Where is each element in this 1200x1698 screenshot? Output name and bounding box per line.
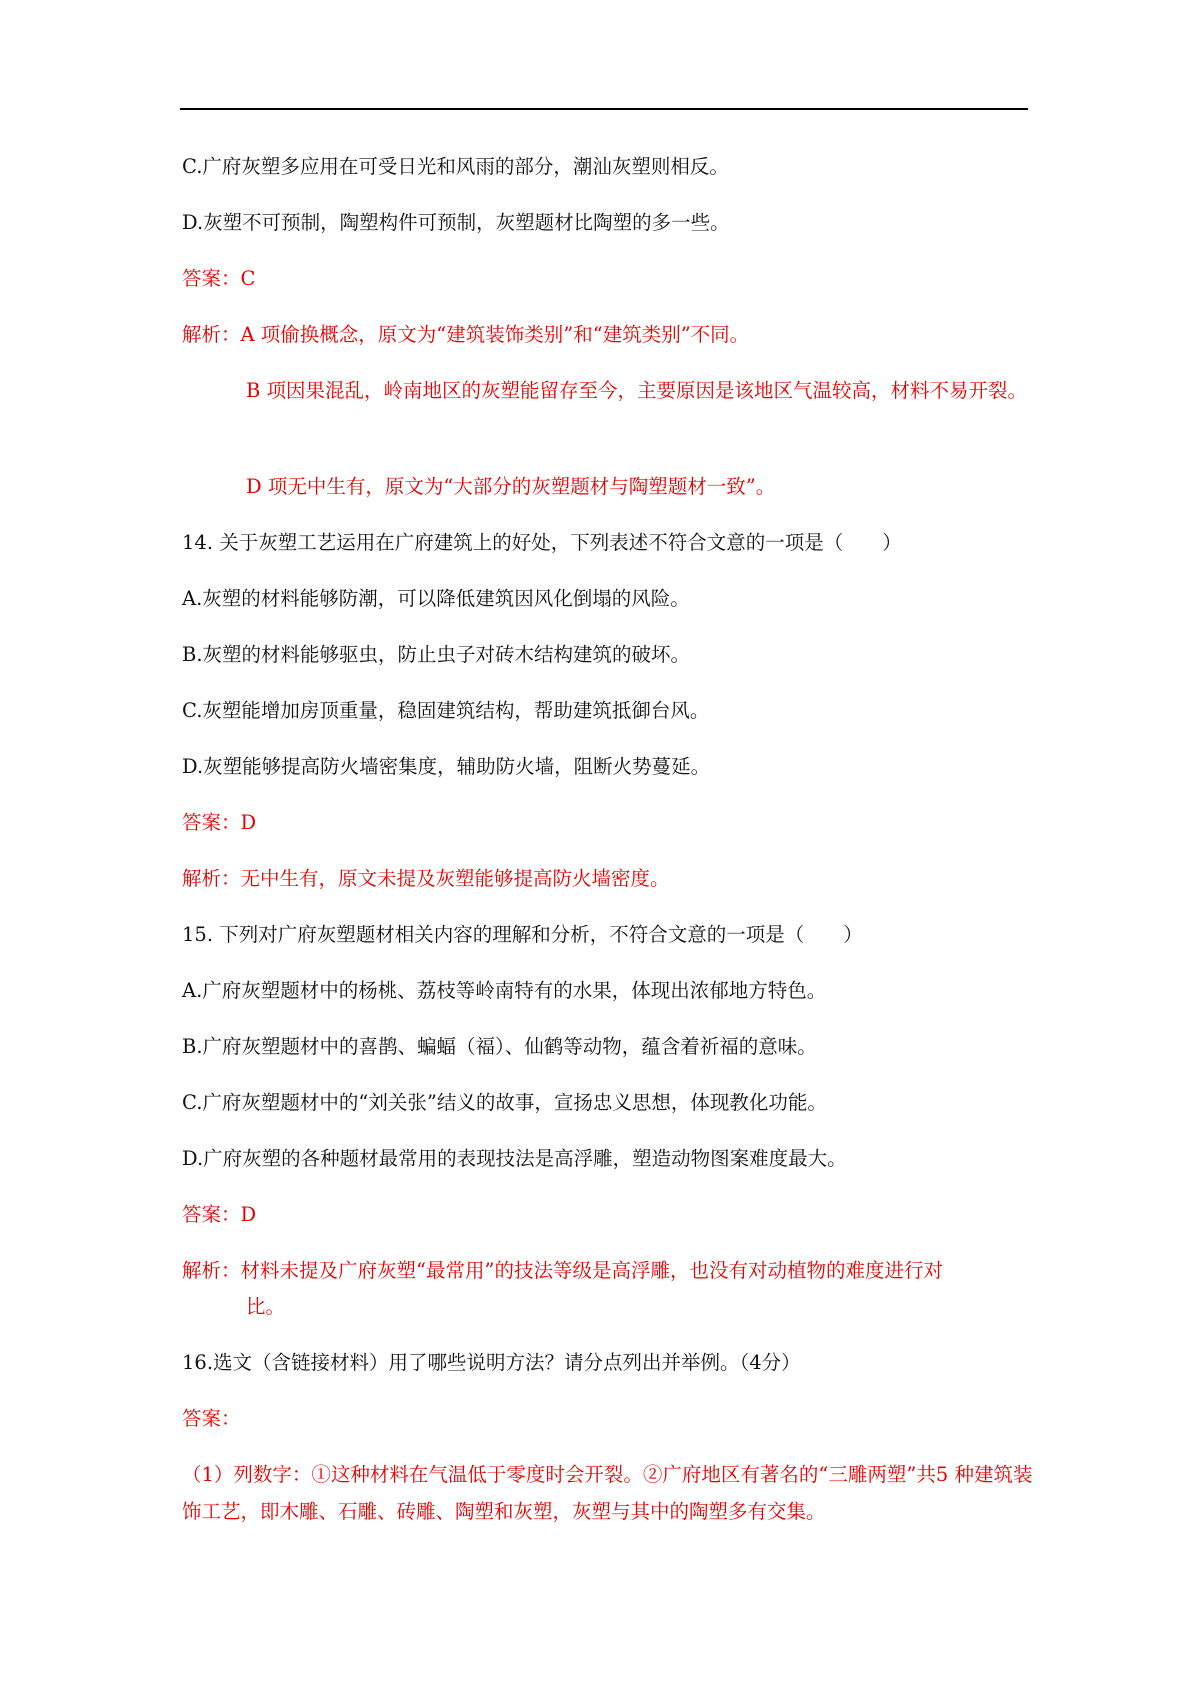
q13-analysis-d: D 项无中生有，原文为“大部分的灰塑题材与陶塑题材一致”。 xyxy=(246,475,776,498)
q15-analysis-line1: 解析：材料未提及广府灰塑“最常用”的技法等级是高浮雕，也没有对动植物的难度进行对 xyxy=(182,1259,943,1282)
q16-question: 16.选文（含链接材料）用了哪些说明方法？请分点列出并举例。（4分） xyxy=(182,1351,801,1374)
q13-option-c: C.广府灰塑多应用在可受日光和风雨的部分，潮汕灰塑则相反。 xyxy=(182,155,729,178)
q15-analysis-line2: 比。 xyxy=(246,1295,286,1318)
q14-option-b: B.灰塑的材料能够驱虫，防止虫子对砖木结构建筑的破坏。 xyxy=(182,643,691,666)
q15-option-c: C.广府灰塑题材中的“刘关张”结义的故事，宣扬忠义思想，体现教化功能。 xyxy=(182,1091,827,1114)
q13-answer: 答案：C xyxy=(182,267,256,290)
q15-answer: 答案：D xyxy=(182,1203,257,1226)
q15-option-a: A.广府灰塑题材中的杨桃、荔枝等岭南特有的水果，体现出浓郁地方特色。 xyxy=(182,979,827,1002)
q14-answer: 答案：D xyxy=(182,811,257,834)
q14-option-d: D.灰塑能够提高防火墙密集度，辅助防火墙，阻断火势蔓延。 xyxy=(182,755,711,778)
q15-question: 15. 下列对广府灰塑题材相关内容的理解和分析，不符合文意的一项是（ ） xyxy=(182,923,863,946)
q14-analysis: 解析：无中生有，原文未提及灰塑能够提高防火墙密度。 xyxy=(182,867,670,890)
q16-answer-label: 答案： xyxy=(182,1407,241,1430)
header-rule xyxy=(180,108,1028,110)
q13-analysis-b: B 项因果混乱，岭南地区的灰塑能留存至今，主要原因是该地区气温较高，材料不易开裂。 xyxy=(246,379,1028,402)
q14-option-a: A.灰塑的材料能够防潮，可以降低建筑因风化倒塌的风险。 xyxy=(182,587,690,610)
q14-option-c: C.灰塑能增加房顶重量，稳固建筑结构，帮助建筑抵御台风。 xyxy=(182,699,710,722)
q14-question: 14. 关于灰塑工艺运用在广府建筑上的好处，下列表述不符合文意的一项是（ ） xyxy=(182,531,902,554)
q15-option-d: D.广府灰塑的各种题材最常用的表现技法是高浮雕，塑造动物图案难度最大。 xyxy=(182,1147,847,1170)
q13-analysis-a: 解析：A 项偷换概念，原文为“建筑装饰类别”和“建筑类别”不同。 xyxy=(182,323,750,346)
q16-point-1: （1）列数字：①这种材料在气温低于零度时会开裂。②广府地区有著名的“三雕两塑”共5 种建筑装饰工艺，即木雕、石雕、砖雕、陶塑和灰塑，灰塑与其中的陶塑多有交集。 xyxy=(182,1463,1033,1523)
q13-option-d: D.灰塑不可预制，陶塑构件可预制，灰塑题材比陶塑的多一些。 xyxy=(182,211,730,234)
q15-option-b: B.广府灰塑题材中的喜鹊、蝙蝠（福）、仙鹤等动物，蕴含着祈福的意味。 xyxy=(182,1035,817,1058)
